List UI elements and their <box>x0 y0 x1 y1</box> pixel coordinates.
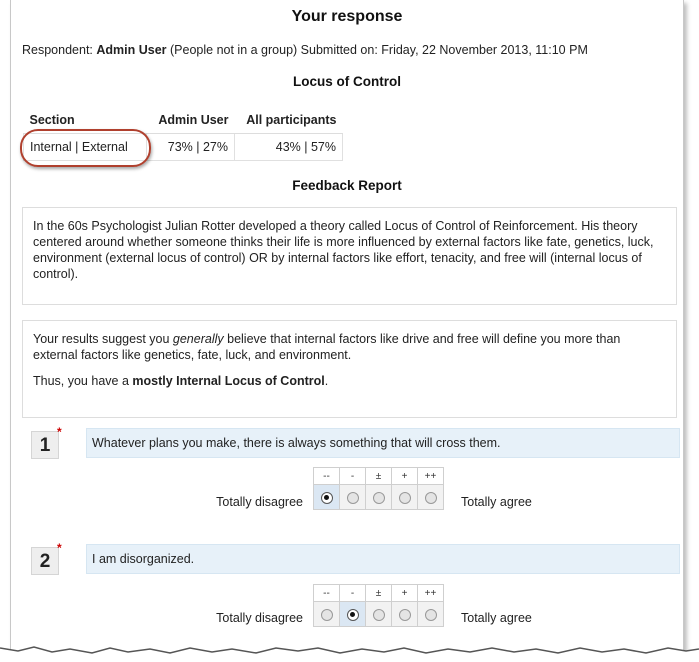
scale-options-row <box>314 602 444 627</box>
radio-icon[interactable] <box>373 492 385 504</box>
scale-label: + <box>392 468 418 485</box>
scale-option[interactable] <box>418 602 444 627</box>
rating-scale-q1 <box>313 467 444 510</box>
column-header-section: Section <box>24 107 147 134</box>
radio-icon[interactable] <box>321 609 333 621</box>
scale-option[interactable] <box>340 602 366 627</box>
cell-section: Internal | External <box>24 134 147 161</box>
rating-scale-q2 <box>313 584 444 627</box>
conclusion-result: mostly Internal Locus of Control <box>132 374 325 388</box>
scale-option[interactable] <box>314 485 340 510</box>
scale-option[interactable] <box>392 602 418 627</box>
feedback-result-text <box>33 331 666 363</box>
question-text: Whatever plans you make, there is always something that will cross them. <box>86 428 680 458</box>
scale-label: ++ <box>418 468 444 485</box>
column-header-all: All participants <box>235 107 343 134</box>
radio-selected-icon[interactable] <box>347 609 359 621</box>
scale-option[interactable] <box>366 602 392 627</box>
scale-option[interactable] <box>340 485 366 510</box>
submitted-on: Submitted on: Friday, 22 November 2013, 11:10 PM <box>300 43 588 57</box>
scale-options-row <box>314 485 444 510</box>
respondent-name: Admin User <box>96 43 167 57</box>
scale-label: ± <box>366 585 392 602</box>
scale-label: -- <box>314 585 340 602</box>
radio-icon[interactable] <box>425 492 437 504</box>
scale-label: ++ <box>418 585 444 602</box>
scale-labels-row <box>314 468 444 485</box>
result-emphasis: generally <box>172 332 224 346</box>
radio-selected-icon[interactable] <box>321 492 333 504</box>
feedback-intro-box <box>22 207 677 305</box>
column-header-user: Admin User <box>147 107 235 134</box>
scale-left-anchor: Totally disagree <box>216 611 303 625</box>
radio-icon[interactable] <box>425 609 437 621</box>
result-text-end: believe that internal factors like drive and free will define you more than external factors like genetics, fate, luck, and environment. <box>33 332 621 362</box>
scale-label: - <box>340 585 366 602</box>
summary-heading: Locus of Control <box>293 74 401 89</box>
cell-all-score: 43% | 57% <box>235 134 343 161</box>
result-text-start: Your results suggest you <box>33 332 173 346</box>
torn-edge <box>0 640 699 662</box>
required-marker: * <box>57 425 62 439</box>
question-number: 2 <box>31 547 59 575</box>
page-title: Your response <box>291 8 403 25</box>
radio-icon[interactable] <box>347 492 359 504</box>
response-panel <box>10 0 684 652</box>
scale-right-anchor: Totally agree <box>461 495 532 509</box>
scale-option[interactable] <box>418 485 444 510</box>
required-marker: * <box>57 541 62 555</box>
scale-label: ± <box>366 468 392 485</box>
question-text: I am disorganized. <box>86 544 680 574</box>
scale-label: - <box>340 468 366 485</box>
respondent-group: (People not in a group) <box>170 43 298 57</box>
radio-icon[interactable] <box>399 609 411 621</box>
scale-right-anchor: Totally agree <box>461 611 532 625</box>
feedback-result-box <box>22 320 677 418</box>
cell-user-score: 73% | 27% <box>147 134 235 161</box>
scale-left-anchor: Totally disagree <box>216 495 303 509</box>
highlight-annotation <box>20 129 151 167</box>
scale-label: + <box>392 585 418 602</box>
conclusion-start: Thus, you have a <box>33 374 133 388</box>
scale-option[interactable] <box>366 485 392 510</box>
radio-icon[interactable] <box>399 492 411 504</box>
feedback-conclusion <box>33 373 666 389</box>
radio-icon[interactable] <box>373 609 385 621</box>
scale-label: -- <box>314 468 340 485</box>
feedback-heading: Feedback Report <box>292 178 402 193</box>
scale-option[interactable] <box>392 485 418 510</box>
respondent-label: Respondent: <box>22 43 93 57</box>
feedback-intro-text: In the 60s Psychologist Julian Rotter developed a theory called Locus of Control of Reinforcement. His theory centered around whether someone thinks their life is more influenced by external factors like fate, genetics, luck, environment (external locus of control) OR by internal factors like effort, tenacity, and free will (internal locus of control). <box>33 219 654 281</box>
respondent-line <box>22 43 588 57</box>
scale-labels-row <box>314 585 444 602</box>
scale-option[interactable] <box>314 602 340 627</box>
conclusion-end: . <box>324 374 329 388</box>
question-number: 1 <box>31 431 59 459</box>
